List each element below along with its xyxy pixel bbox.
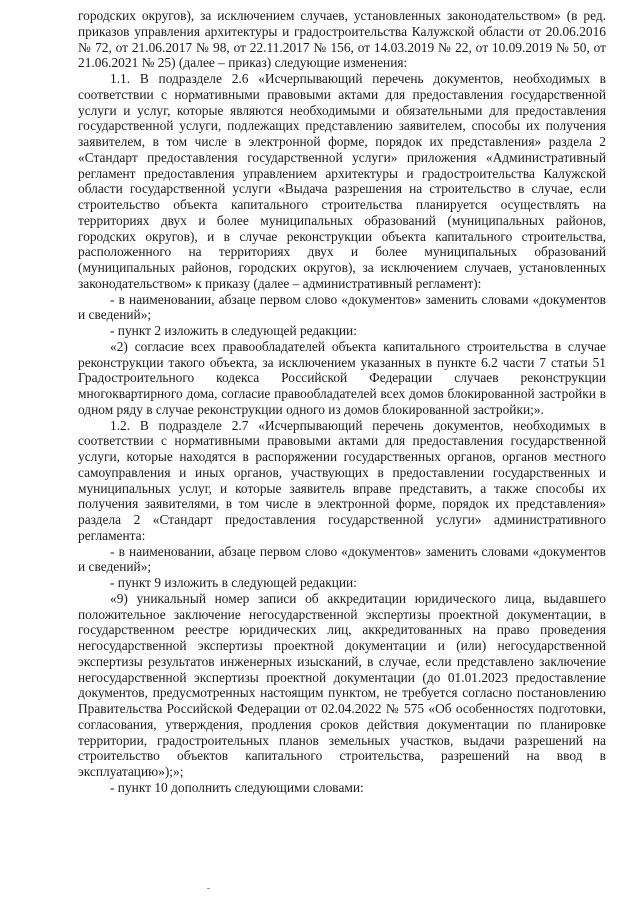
paragraph-item-1-1-point-2-header: - пункт 2 изложить в следующей редакции: — [110, 323, 357, 338]
paragraph-item-1-2-point-9-text: «9) уникальный номер записи об аккредитации юридического лица, выдавшего положительное заключение негосударственной экспертизы проектной документации, в государственном реестре юридических лиц, аккредитованных на право проведения негосударственной экспертизы проектной документации и (или) негосударственной экспертизы результатов инженерных изысканий, в случае, если представлено заключение негосударственной экспертизы проектной документации (до 01.01.2023 предоставление документов, предусмотренных настоящим пунктом, не требуется согласно постановлению Правительства Российской Федерации от 02.04.2022 № 575 «Об особенностях подготовки, согласования, утверждения, продления сроков действия документации по планировке территории, градостроительных планов земельных участков, выдачи разрешений на строительство объектов капитального строительства, разрешений на ввод в эксплуатацию»);»; — [78, 590, 606, 779]
document-page — [78, 8, 606, 796]
scan-speck — [207, 888, 210, 889]
paragraph-item-1-2-point-10-header: - пункт 10 дополнить следующими словами: — [110, 779, 364, 795]
paragraph-intro-continuation: городских округов), за исключением случаев, установленных законодательством» (в ред. приказов управления архитектуры и градостроительства Калужской области от 20.06.2016 № 72, от 21.06.2017 № 98, от 22.11.2017 № 156, от 14.03.2019 № 22, от 10.09.2019 № 50, от 21.06.2021 № 25) (далее – приказ) следующие изменения: — [78, 8, 606, 71]
paragraph-item-1-1-point-2-text: «2) согласие всех правообладателей объекта капитального строительства в случае реконструкции такого объекта, за исключением указанных в пункте 6.2 части 7 статьи 51 Градостроительного кодекса Российской Федерации случаев реконструкции многоквартирного дома, согласие правообладателей всех домов блокированной застройки в одном ряду в случае реконструкции одного из домов блокированной застройки;». — [78, 338, 606, 417]
paragraph-item-1-2-point-9-header: - пункт 9 изложить в следующей редакции: — [110, 575, 357, 590]
paragraph-item-1-2: 1.2. В подразделе 2.7 «Исчерпывающий перечень документов, необходимых в соответствии с нормативными правовыми актами для предоставления государственной услуги, которые находятся в распоряжении государственных органов, органов местного самоуправления и иных органов, участвующих в предоставлении государственных и муниципальных услуг, и которые заявитель вправе представить, а также способы их получения заявителями, в том числе в электронной форме, порядок их представления» раздела 2 «Стандарт предоставления государственной услуги» административного регламента: — [78, 417, 606, 543]
paragraph-item-1-2-naming-change: - в наименовании, абзаце первом слово «документов» заменить словами «документов и сведений»; — [78, 543, 606, 575]
paragraph-item-1-1-naming-change: - в наименовании, абзаце первом слово «документов» заменить словами «документов и сведений»; — [78, 291, 606, 323]
paragraph-item-1-1: 1.1. В подразделе 2.6 «Исчерпывающий перечень документов, необходимых в соответствии с нормативными правовыми актами для предоставления государственной услуги и услуг, которые являются необходимыми и обязательными для предоставления государственной услуги, подлежащих представлению заявителем, способы их получения заявителем, в том числе в электронной форме, порядок их представления» раздела 2 «Стандарт предоставления государственной услуги» приложения «Административный регламент предоставления управлением архитектуры и градостроительства Калужской области государственной услуги «Выдача разрешения на строительство в случае, если строительство объекта капитального строительства планируется осуществлять на территориях двух и более муниципальных образований (муниципальных районов, городских округов), и в случае реконструкции объекта капитального строительства, расположенного на территориях двух и более муниципальных образований (муниципальных районов, городских округов), за исключением случаев, установленных законодательством» к приказу (далее – административный регламент): — [78, 71, 606, 291]
